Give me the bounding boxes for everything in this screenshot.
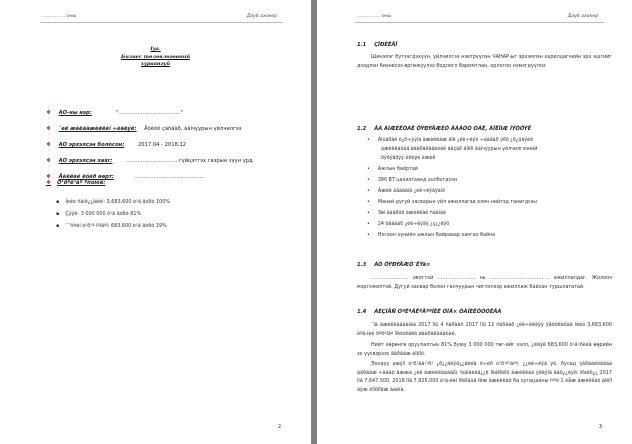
page-header-left: ................ оны [357,14,392,19]
bullet-dot-icon: • [367,167,370,172]
investment-section-label [46,180,105,186]
advantage-item [367,178,457,183]
document-page-3 [317,0,632,444]
mission-paragraph: Шинэлэг бүтээгдэхүүн, үйлчилгээ нэвтрүүлэн ЧАНАР-ыг эрхэмлэн харилцагчийн эрх ашгийг дээдлэн бизнесээ өргөжүүлэх бодлого баримтлан, орлогоо нэмэгдүүлнэ [357,54,612,69]
field-label: Ãèëëèé ëóéð өөрт: [58,174,114,180]
section-number: 1.3 [357,262,367,268]
section-number: 1.2 [357,126,367,132]
field-value: 2017.04 - 2018.12 [137,142,187,148]
bullet-dot-icon: • [367,222,370,227]
section-heading [357,126,531,132]
page-title [0,46,311,69]
title-line: хураангуй [140,61,171,67]
summary-paragraph: Эхнаүү аюçîí ò¹ð¹ãã¹¹ð¹ ¿ð¿¿äëýë¿¿äèéã ó÷èð ò¹ð¹º¹ãªº, ¿¿éë÷ëýã ýõ, бусад çàðäàëóóäàà ãàðãàæ ÷àäàõ àææà ¿éë àæèëëàãààíû ¹òàíãèéä¿¿ë îëáîðëîõ àæèëëàã ýëëýíã äàõ¿¿ëýõ. Иэйö¿¿ 2017 îíä 7,647,500, 2018 îíä 7,925,000 ò¹ã-èéí îðëîãûã îëæ àæèëëàõ ба хугацааны íººö 1 óåæ àæèëëàõ áîëíî ãýæ òîîöîîëæ áàéíà. [357,361,612,393]
advantage-item-text: 24 öàãààð ¿éë÷ëýãÿ ¿ç¿¿ëýõ [377,222,450,227]
page-header-left: ................ оны [42,14,77,19]
field-label: ¯еë æàëãàæèëëèí ÷èãëýë: [58,126,137,132]
section-label-text: Ò¹ðºë¹ãº ºñòîóë: [57,180,106,186]
bullet-dot-icon: • [367,211,370,216]
section-heading [357,262,430,268]
diamond-bullet-icon: ❖ [46,158,52,164]
square-bullet-icon: ▪ [56,199,60,205]
advantage-item-text: Àìüäðàë õ¿ð÷ýýíä àæèëëàæ áîë ¿éë÷ëýõ ÷àäâàð ýðõ ¿ð¿üäýéõ [377,138,534,143]
field-value: ........................................... [133,174,205,180]
section-title: ÇÎÐÈËÃÎ [374,42,398,48]
investment-item-text: Çýýë: 3 000 000 ò¹ã äóðó 81% [65,211,142,217]
advantage-item [367,167,418,172]
square-bullet-icon: ▪ [56,211,60,217]
page-number: 2 [277,424,281,430]
square-bullet-icon: ▪ [56,223,60,229]
section-number: 1.4 [357,309,367,315]
field-value: "......................................" [115,110,183,116]
section-title: ÁÒ ÕÝÐÝÃÆÓ¯ËÝà× [374,262,431,268]
advantage-item [367,233,495,238]
advantage-item-text: Ажлын байртай [377,167,418,172]
bullet-dot-icon: • [367,233,370,238]
field-row [46,110,183,116]
page-number: 3 [598,424,602,430]
field-label: АО эрхэлсэн хаяг: [58,158,113,164]
bullet-dot-icon: • [367,178,370,183]
field-row [46,126,242,132]
advantage-item [367,222,449,227]
advantage-item-text: Зөí äàäðóõ àæèëëàé ñàéíàé [377,211,446,216]
field-value: ............................... гүйцэтгэх газрын зүүн урд [126,158,253,164]
diamond-bullet-icon: ❖ [46,110,52,116]
advantage-item [367,200,537,205]
advantage-item-text: Манай дугуй засварын үйл ажиллагаа олон нийтэд танигдсан [377,200,537,205]
field-row [46,158,253,164]
investment-item [56,199,170,205]
diamond-bullet-icon: ❖ [46,142,52,148]
section-heading [357,309,501,315]
bullet-dot-icon: • [367,200,370,205]
advantage-item [367,189,445,194]
advantage-item [367,138,533,143]
advantage-item-text: Àæèë àâààãíà ¿éë÷ëýãÿàíõ [377,189,446,194]
advantage-item-cont: õýðýãöýý èõòýé àæèë [381,156,436,161]
investment-item-text: Íèéò ñàíõ¿¿ãèéí: 3,683,600 ò¹ã äóðó 100% [65,199,171,205]
owner-paragraph: ........................ овогтой ........................ нь ...................................... ажиллалдаг. Жолооч мэргэжилтэй. Дугуй засвар болон ганчуурын чиглэлээр ажиллаж байсан туршлагатай. [357,275,612,290]
section-number: 1.1 [357,42,367,48]
advantage-item-cont: àæèëëàõàä øààðäëàãàòàé ãàçàð áîëîí ãàíчуурын үйлчилгээний [381,147,538,152]
header-divider [40,22,283,23]
advantage-item [367,211,446,216]
section-title: ÃÀ ÀÌÆÈËÒÀÉ ÕÝÐÝÃÆÈÕ ÄÀÂÓÓ ÒÀË, ÁÎËÎÌÆ ÍÝÕÖÝË [374,126,532,132]
bullet-dot-icon: • [367,138,370,143]
title-line: Iya. [150,46,161,52]
page-header-right: Дауб ахокер [246,14,277,19]
section-heading [357,42,397,48]
field-label: АО-ны нэр: [58,110,92,116]
document-page-2 [0,0,311,444]
header-divider [355,22,604,23]
title-line: Бизнес төлөвлөгөөний [120,53,190,60]
field-value: Äóëóó çàñâàð, ãàíчуурын үйлчилгээ [144,126,242,132]
summary-paragraph: ¯íä àæèëëàãààíàà 2017 îíû 4 ñàðààñ 2017 îíû 12 ñàðààð ¿éë÷èëãýý ÿâóóëàõàä íèéò 3,683,600 òºã-íèé õºðºíãº îðóóëàëò øààðäëàãàòàé. [357,322,612,337]
field-row [46,142,186,148]
bullet-dot-icon: • [367,189,370,194]
advantage-item-text: 380 ВТ цахилгаанд холбогдсон [377,178,458,183]
advantage-item-text: Ногоон хүнийн ажлын байрааар хангах байна [377,233,496,238]
field-label: АО эрхэлсэн болосон: [58,142,125,148]
section-title: ÁÈÇÍÅÑ ÒªËªÂËªÃªªÍÈÉ ÒÎÂ× ÒÀÍÈËÖÓÓËÃÀ [374,309,502,315]
page-header-right: Дауб ахокер [567,14,598,19]
investment-item [56,211,141,217]
investment-item [56,223,167,229]
diamond-bullet-icon: ❖ [46,126,52,132]
diamond-bullet-icon: ❖ [46,174,52,180]
summary-paragraph: Нийт хөрөнгө оруулалтын 81% буюу 3 000 000 төг-ийг ээлл, ¿ëäýë 683,600 ò¹ã¹ðèéã өөрийн эх үүсвэрээс ãàðãàæ áîëîõ. [357,342,612,357]
investment-item-text: ¯¯ññèí ò¹ð¹º ìºíãºí: 683,600 ò¹ã äóðó 19% [65,223,167,229]
diamond-bullet-icon: ❖ [46,180,52,186]
